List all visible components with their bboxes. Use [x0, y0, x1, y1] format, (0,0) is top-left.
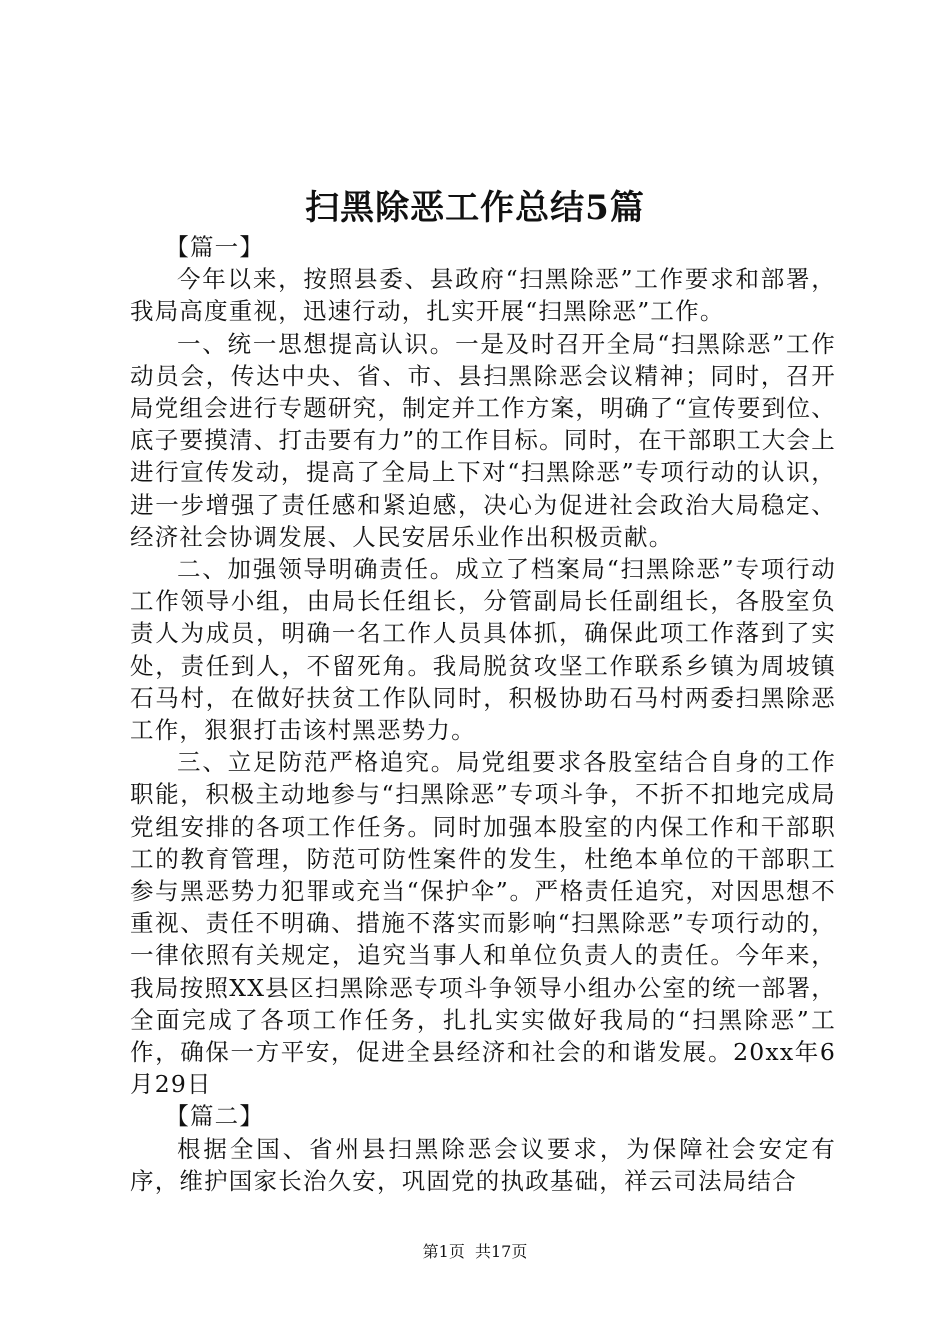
body-paragraph: 根据全国、省州县扫黑除恶会议要求，为保障社会安定有序，维护国家长治久安，巩固党的执政基础，祥云司法局结合 [130, 1134, 836, 1195]
body-paragraph: 三、立足防范严格追究。局党组要求各股室结合自身的工作职能，积极主动地参与“扫黑除恶”专项斗争，不折不扣地完成局党组安排的各项工作任务。同时加强本股室的内保工作和干部职工的教育管理，防范可防性案件的发生，杜绝本单位的干部职工参与黑恶势力犯罪或充当“保护伞”。严格责任追究，对因思想不重视、责任不明确、措施不落实而影响“扫黑除恶”专项行动的，一律依照有关规定，追究当事人和单位负责人的责任。今年来，我局按照XX县区扫黑除恶专项斗争领导小组办公室的统一部署，全面完成了各项工作任务，扎扎实实做好我局的“扫黑除恶”工作，确保一方平安，促进全县经济和社会的和谐发展。20xx年6月29日 [130, 748, 836, 1099]
body-paragraph: 今年以来，按照县委、县政府“扫黑除恶”工作要求和部署，我局高度重视，迅速行动，扎实开展“扫黑除恶”工作。 [130, 265, 836, 326]
body-paragraph: 一、统一思想提高认识。一是及时召开全局“扫黑除恶”工作动员会，传达中央、省、市、县扫黑除恶会议精神；同时，召开局党组会进行专题研究，制定并工作方案，明确了“宣传要到位、底子要摸清、打击要有力”的工作目标。同时，在干部职工大会上进行宣传发动，提高了全局上下对“扫黑除恶”专项行动的认识，进一步增强了责任感和紧迫感，决心为促进社会政治大局稳定、经济社会协调发展、人民安居乐业作出积极贡献。 [130, 329, 836, 551]
document-body [130, 231, 836, 1197]
body-paragraph: 二、加强领导明确责任。成立了档案局“扫黑除恶”专项行动工作领导小组，由局长任组长，分管副局长任副组长，各股室负责人为成员，明确一名工作人员具体抓，确保此项工作落到了实处，责任到人，不留死角。我局脱贫攻坚工作联系乡镇为周坡镇石马村，在做好扶贫工作队同时，积极协助石马村两委扫黑除恶工作，狠狠打击该村黑恶势力。 [130, 555, 836, 745]
section-heading: 【篇一】 [165, 233, 265, 261]
document-title: 扫黑除恶工作总结5篇 [305, 188, 645, 228]
section-heading: 【篇二】 [165, 1102, 265, 1131]
page-footer: 第1页 共17页 [422, 1242, 528, 1261]
